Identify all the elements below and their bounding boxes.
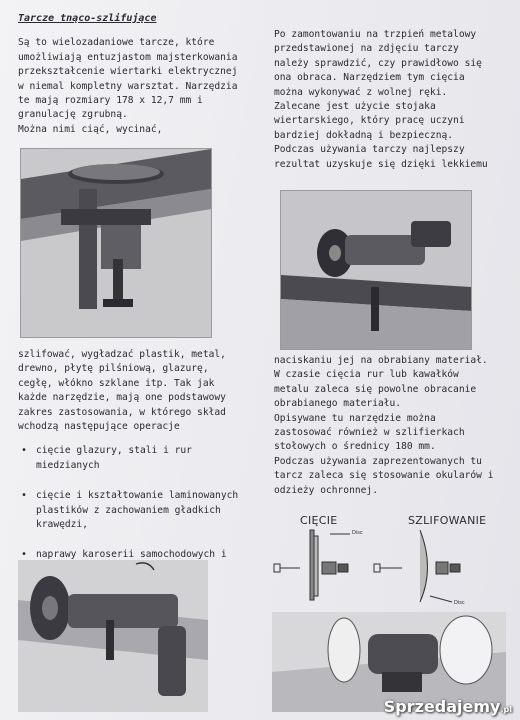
text-line: wchodzą następujące operacje	[18, 421, 180, 433]
text-line: ona obraca. Narzędziem tym cięcia	[274, 72, 465, 84]
text-line: Po zamontowaniu na trzpień metalowy	[274, 29, 477, 40]
left-column	[18, 12, 256, 137]
intro-line: Są to wielozadaniowe tarcze, które	[18, 37, 215, 49]
list-item	[18, 489, 258, 532]
bullet-line: plastików z zachowaniem gładkich	[36, 504, 221, 516]
drill-stand-illustration	[21, 149, 211, 337]
watermark-suffix: .pl	[500, 705, 512, 714]
text-line: zastosować również w szlifierkach	[274, 427, 465, 439]
text-line: Opisywane tu narzędzie można	[274, 412, 436, 424]
bullet-line: naprawy karoserii samochodowych i	[36, 549, 227, 561]
text-line: można wykonywać z wolnej ręki.	[274, 86, 448, 98]
diagram-label-grind: SZLIFOWANIE	[408, 514, 487, 527]
intro-line: Można nimi ciąć, wycinać,	[18, 123, 163, 135]
left-column-continued	[18, 348, 258, 593]
text-line: obrabianego materiału.	[274, 398, 402, 410]
list-item	[18, 444, 258, 473]
intro-line: granulację zgrubną.	[18, 109, 128, 121]
bullet-glyph: •	[21, 549, 28, 561]
watermark-logo	[384, 697, 512, 716]
handheld-drill-illustration	[18, 560, 208, 712]
photo-drill-stand	[20, 148, 212, 338]
right-column	[274, 28, 506, 172]
photo-cutting-disc	[280, 190, 472, 350]
right-column-continued	[274, 354, 508, 498]
text-line: rezultat uzyskuje się dzięki lekkiemu	[274, 158, 488, 170]
text-line: stołowych o średnicy 180 mm.	[274, 441, 436, 453]
operations-list	[18, 444, 258, 577]
disc-mounting-diagram	[270, 510, 500, 610]
bullet-line: cięcie i kształtowanie laminowanych	[36, 490, 239, 502]
text-line: bardziej dokładną i bezpieczną.	[274, 129, 454, 141]
text-line: odzieży ochronnej.	[274, 484, 378, 496]
text-line: wiertarskiego, który pracę uczyni	[274, 115, 465, 127]
text-line: drewno, płytę pilśniową, glazurę,	[18, 363, 209, 375]
text-line: Podczas używania zaprezentowanych tu	[274, 455, 482, 467]
cut-grind-diagram	[270, 510, 500, 610]
text-line: Podczas używania tarczy najlepszy	[274, 144, 465, 156]
text-line: tarcz zaleca się stosowanie okularów i	[274, 470, 494, 482]
text-line: Zalecane jest użycie stojaka	[274, 101, 436, 113]
intro-line: przekształcenie wiertarki elektrycznej	[18, 66, 238, 78]
text-line: każde narzędzie, mają one podstawowy	[18, 392, 226, 404]
text-line: W czasie cięcia rur lub kawałków	[274, 369, 459, 381]
text-line: cegłę, włókno szklane itp. Tak jak	[18, 377, 215, 389]
bullet-line: krawędzi,	[36, 519, 88, 531]
bullet-glyph: •	[21, 490, 28, 502]
bullet-line: cięcie glazury, stali i rur	[36, 445, 192, 457]
photo-handheld-drill	[18, 560, 208, 712]
text-line: metalu zaleca się powolne obracanie	[274, 383, 477, 395]
text-line: szlifować, wygładzać plastik, metal,	[18, 349, 226, 360]
disc-label: Disc	[352, 530, 363, 536]
text-line: zakres zastosowania, w którego skład	[18, 406, 226, 418]
bullet-line: miedzianych	[36, 459, 100, 471]
cutting-disc-illustration	[281, 191, 471, 349]
watermark-text: Sprzedajemy	[383, 697, 501, 716]
intro-line: w niemal kompletny warsztat. Narzędzia	[18, 80, 238, 92]
text-line: należy sprawdzić, czy prawidłowo się	[274, 57, 482, 69]
bullet-glyph: •	[21, 445, 28, 457]
diagram-label-cut: CIĘCIE	[300, 514, 338, 527]
disc-label: Disc	[454, 600, 465, 606]
leaflet-title: Tarcze tnąco-szlifujące	[18, 13, 157, 24]
intro-line: te mają rozmiary 178 x 12,7 mm i	[18, 95, 203, 107]
intro-line: umożliwiają entuzjastom majsterkowania	[18, 51, 238, 63]
text-line: naciskaniu jej na obrabiany materiał.	[274, 355, 488, 366]
text-line: przedstawionej na zdjęciu tarczy	[274, 43, 459, 55]
